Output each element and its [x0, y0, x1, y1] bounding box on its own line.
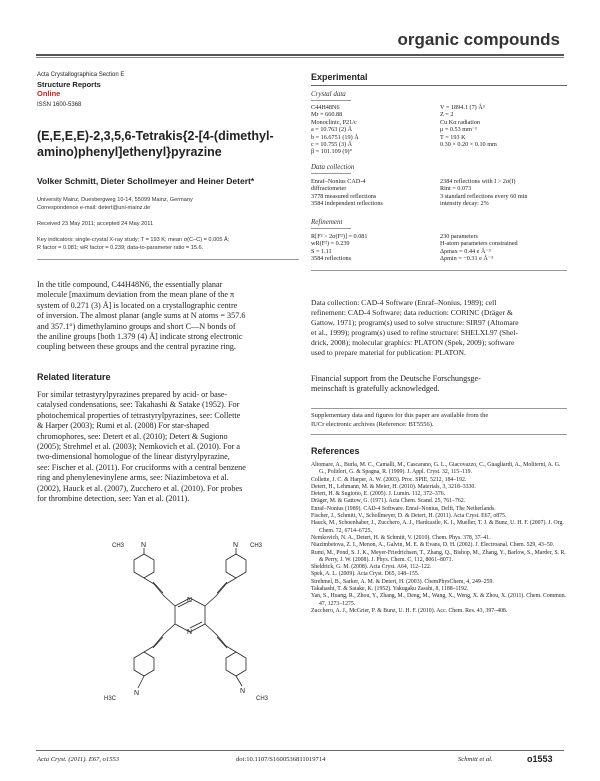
molecule-structure	[90, 540, 290, 725]
related-literature	[37, 390, 299, 504]
collection-row: diffractometer	[311, 185, 347, 193]
issn: ISSN 1600-5368	[37, 101, 82, 108]
abstract-line: and 357.1°) dimethylamino groups and short C—N bonds of	[37, 321, 236, 331]
online-label: Online	[37, 88, 61, 98]
reference-list	[311, 462, 567, 615]
related-line: two-dimensional homologue of the linear distyrylpyrazine,	[37, 452, 230, 462]
received-dates: Received 23 May 2011; accepted 24 May 2011	[37, 221, 154, 227]
ack-line: meinschaft is gratefully acknowledged.	[311, 384, 440, 394]
collection-row: Enraf–Nonius CAD-4	[311, 178, 366, 185]
reference-item: Rumi, M., Pond, S. J. K., Meyer-Friedrichsen, T., Zhang, Q., Bishop, M., Zhang, Y., Barlow, S., Marder, S. R. & Perry, J. W. (2008). J. Phys. Chem. C, 112, 8061–8071.	[311, 549, 566, 563]
crystal-row: Mr = 660.88	[311, 111, 343, 119]
references-heading: References	[311, 446, 360, 456]
footer-citation: Acta Cryst. (2011). E67, o1553	[37, 756, 120, 763]
crystal-row: μ = 0.53 mm⁻¹	[440, 126, 478, 134]
related-line: catalysed condensations, see: Takahashi & Satake (1952). For	[37, 400, 240, 410]
program-notes	[311, 298, 567, 358]
section-title: organic compounds	[397, 30, 560, 49]
phenyl-ring	[134, 554, 154, 578]
phenyl-ring	[134, 652, 154, 676]
refinement-row: H-atom parameters constrained	[440, 240, 518, 248]
reference-item: Detert, H. & Sugiono, E. (2005). J. Lumin. 112, 372–376.	[311, 491, 446, 498]
footer-doi: doi:10.1107/S1600536811019714	[236, 756, 326, 763]
structure-reports: Structure Reports	[37, 79, 101, 89]
journal-name: Acta Crystallographica Section E	[37, 72, 125, 78]
collection-row: Rint = 0.073	[440, 185, 472, 193]
header-rule	[36, 54, 564, 56]
reference-item: Yan, S., Huang, R., Zhou, Y., Zhang, M., Deng, M., Wang, X., Weng, X. & Zhou, X. (2011). Chem. Commun. 47, 1273–1275.	[311, 593, 567, 607]
divider	[311, 408, 567, 409]
divider	[311, 100, 351, 101]
amine-nitrogen: N	[240, 688, 246, 695]
refinement-row: wR(F²) = 0.239	[311, 240, 350, 248]
refinement-row: S = 1.11	[311, 247, 332, 255]
crystal-row: a = 10.763 (2) Å	[311, 126, 353, 134]
crystal-data-right	[440, 104, 567, 148]
title-line-1: (E,E,E,E)-2,3,5,6-Tetrakis{2-[4-(dimethyl-	[37, 129, 274, 143]
article-title	[37, 128, 299, 160]
reference-item: Altomare, A., Burla, M. C., Camalli, M., Cascarano, G. L., Giacovazzo, C., Guagliardi, A., Moliterni, A. G. G., Polidori, G. & Spagna, R. (1999). J. Appl. Cryst. 32, 115–119.	[311, 462, 561, 476]
crystal-row: b = 16.6751 (19) Å	[311, 133, 359, 141]
refinement-title: Refinement	[311, 218, 343, 226]
vinyl-arm	[205, 624, 236, 652]
refinement-row: 230 parameters	[440, 233, 478, 240]
reference-item: Collette, J. C. & Harper, A. W. (2003). Proc. SPIE, 5212, 184–192.	[311, 476, 467, 483]
reference-item: Detert, H., Lehmann, M. & Meier, H. (2010). Materials, 3, 3218–3330.	[311, 483, 476, 490]
note-line: Gattow, 1971); program(s) used to solve structure: SIR97 (Altomare	[311, 318, 519, 327]
amine-nitrogen: N	[134, 690, 140, 697]
divider	[311, 228, 351, 229]
footer-authors: Schmitt et al.	[458, 756, 493, 763]
refinement-right	[440, 233, 567, 263]
note-line: et al., 1999); program(s) used to refine structure: SHELXL97 (Shel-	[311, 328, 518, 337]
reference-item: Enraf–Nonius (1989). CAD-4 Software. Enraf–Nonius, Delft, The Netherlands.	[311, 505, 496, 512]
footer-rule	[36, 750, 564, 751]
related-line: For similar tetrastyrylpyrazines prepared by acid- or base-	[37, 390, 228, 399]
reference-item: Nemkovich, N. A., Detert, H. & Schmitt, V. (2010). Chem. Phys. 378, 37–41.	[311, 534, 491, 541]
collection-right	[440, 178, 567, 208]
divider	[311, 270, 567, 271]
reference-item: Sheldrick, G. M. (2008). Acta Cryst. A64, 112–122.	[311, 564, 432, 571]
refinement-row: R[F² > 2σ(F²)] = 0.081	[311, 233, 368, 240]
note-line: refinement: CAD-4 Software; data reduction: CORINC (Dräger &	[311, 308, 513, 317]
crystal-row: c = 10.755 (3) Å	[311, 141, 353, 149]
divider	[311, 173, 351, 174]
collection-row: intensity decay: 2%	[440, 200, 489, 208]
journal-meta	[37, 72, 299, 109]
abstract	[37, 280, 299, 353]
collection-row: 3584 independent reflections	[311, 200, 383, 208]
refinement-row: Δρmax = 0.44 e Å⁻³	[440, 247, 491, 255]
reference-item: Dräger, M. & Gattow, G. (1971). Acta Chem. Scand. 25, 761–762.	[311, 498, 466, 505]
abstract-line: of inversion. The almost planar (angle sums at N atoms = 357.6	[37, 311, 246, 321]
supp-line: IUCr electronic archives (Reference: BT5556).	[311, 420, 434, 428]
crystal-row: Monoclinic, P21/c	[311, 118, 357, 126]
title-line-2: amino)phenyl]ethenyl}pyrazine	[37, 145, 222, 159]
abstract-line: the aniline groups [both 1.379 (4) Å] indicate strong electronic	[37, 332, 243, 342]
supp-line: Supplementary data and figures for this paper are available from the	[311, 412, 489, 419]
vinyl-arm	[205, 578, 236, 606]
related-line: (2002), Hauck et al. (2007), Zucchero et al. (2010). For probes	[37, 483, 243, 493]
indicators-line-1: Key indicators: single-crystal X-ray study; T = 193 K; mean σ(C–C) = 0.005 Å;	[37, 237, 230, 243]
related-heading: Related literature	[37, 372, 111, 382]
affiliation-block	[37, 196, 299, 212]
authors: Volker Schmitt, Dieter Schollmeyer and Heiner Detert*	[37, 176, 255, 186]
crystal-data-title: Crystal data	[311, 90, 346, 98]
reference-item: Strehmel, B., Sarker, A. M. & Detert, H. (2003). ChemPhysChem, 4, 249–259.	[311, 578, 494, 585]
key-indicators	[37, 236, 299, 252]
footer-page: o1553	[527, 754, 553, 764]
collection-row: 2384 reflections with I > 2σ(I)	[440, 178, 516, 185]
related-line: for thrombine detection, see: Yan et al. (2011).	[37, 494, 190, 504]
reference-item: Niazimbetova, Z. I., Menon, A., Galvin, M. E. & Evans, D. H. (2002). J. Electroanal. Chem. 529, 43–50.	[311, 542, 555, 549]
crystal-row: C44H48N6	[311, 104, 340, 111]
note-line: Data collection: CAD-4 Software (Enraf–Nonius, 1989); cell	[311, 298, 497, 307]
related-line: (2005); Strehmel et al. (2003); Nemkovich et al. (2010). For a	[37, 442, 241, 452]
reference-item: Hauck, M., Schoenhaber, J., Zucchero, A. J., Hardcastle, K. I., Mueller, T. J. & Bunz, U. H. F. (2007). J. Org. Chem. 72, 6714–6725.	[311, 520, 564, 534]
ring-nitrogen: N	[187, 597, 193, 604]
crystal-data-left	[311, 104, 436, 156]
note-line: drick, 2008); molecular graphics: PLATON (Spek, 2009); software	[311, 338, 515, 347]
methyl-group: CH3	[112, 543, 125, 549]
correspondence: Correspondence e-mail: detert@uni-mainz.de	[37, 205, 151, 211]
phenyl-ring	[226, 652, 246, 676]
indicators-line-2: R factor = 0.081; wR factor = 0.239; data-to-parameter ratio = 15.6.	[37, 245, 204, 251]
related-line: see: Fischer et al. (2011). For cruciforms with a central benzene	[37, 462, 246, 472]
reference-item: Fischer, J., Schmitt, V., Schollmeyer, D. & Detert, H. (2011). Acta Cryst. E67, o875.	[311, 513, 507, 520]
amine-nitrogen: N	[233, 542, 239, 549]
methyl-group: CH3	[250, 543, 263, 549]
divider	[311, 85, 567, 86]
collection-left	[311, 178, 436, 208]
phenyl-ring	[226, 554, 246, 578]
related-line: & Harper (2003); Rumi et al. (2008) For star-shaped	[37, 421, 209, 431]
crystal-row: Cu Kα radiation	[440, 118, 481, 126]
methyl-group: CH3	[256, 696, 269, 702]
data-collection-title: Data collection	[311, 163, 355, 171]
reference-item: Zucchero, A. J., McGrier, P. & Bunz, U. H. F. (2010). Acc. Chem. Res. 43, 397–408.	[311, 607, 508, 614]
crystal-row: T = 193 K	[440, 133, 466, 141]
ack-line: Financial support from the Deutsche Forschungsge-	[311, 374, 481, 383]
abstract-line: coupling between these groups and the central pyrazine ring.	[37, 342, 236, 352]
refinement-row: 3584 reflections	[311, 255, 352, 263]
acknowledgement	[311, 374, 567, 395]
ring-nitrogen: N	[187, 629, 193, 636]
vinyl-arm	[144, 578, 175, 606]
abstract-line: system of 0.271 (3) Å] is located on a crystallographic centre	[37, 300, 238, 310]
note-line: used to prepare material for publication: PLATON.	[311, 348, 466, 357]
supplementary	[311, 412, 567, 429]
affiliation: University Mainz, Duesbergweg 10-14, 55099 Mainz, Germany	[37, 197, 193, 203]
related-line: photochemical properties of tetrastyrylpyrazines, see: Collette	[37, 410, 241, 420]
refinement-left	[311, 233, 436, 263]
abstract-line: molecule [maximum deviation from the mean plane of the π	[37, 290, 235, 300]
methyl-group: H3C	[104, 696, 117, 702]
crystal-row: β = 101.109 (9)°	[311, 148, 353, 156]
refinement-row: Δρmin = −0.31 e Å⁻³	[440, 255, 494, 263]
collection-row: 3 standard reflections every 60 min	[440, 192, 528, 200]
crystal-row: 0.30 × 0.20 × 0.10 mm	[440, 141, 497, 149]
related-line: chromophores, see: Detert et al. (2010); Detert & Sugiono	[37, 431, 228, 441]
collection-row: 3778 measured reflections	[311, 192, 377, 200]
amine-nitrogen: N	[141, 542, 147, 549]
divider	[311, 434, 567, 435]
divider	[37, 259, 299, 260]
abstract-line: In the title compound, C44H48N6, the essentially planar	[37, 280, 223, 289]
vinyl-arm	[144, 624, 175, 652]
related-line: ring and phenylenevinylene arms, see: Niazimbetova et al.	[37, 473, 229, 483]
reference-item: Spek, A. L. (2009). Acta Cryst. D65, 148–155.	[311, 571, 420, 578]
crystal-row: Z = 2	[440, 111, 454, 119]
header-rule-thin	[36, 57, 564, 58]
reference-item: Takahashi, T. & Satake, K. (1952). Yakugaku Zasshi, 8, 1188–1192.	[311, 586, 469, 593]
crystal-row: V = 1894.1 (7) Å³	[440, 104, 485, 111]
experimental-heading: Experimental	[311, 72, 368, 82]
